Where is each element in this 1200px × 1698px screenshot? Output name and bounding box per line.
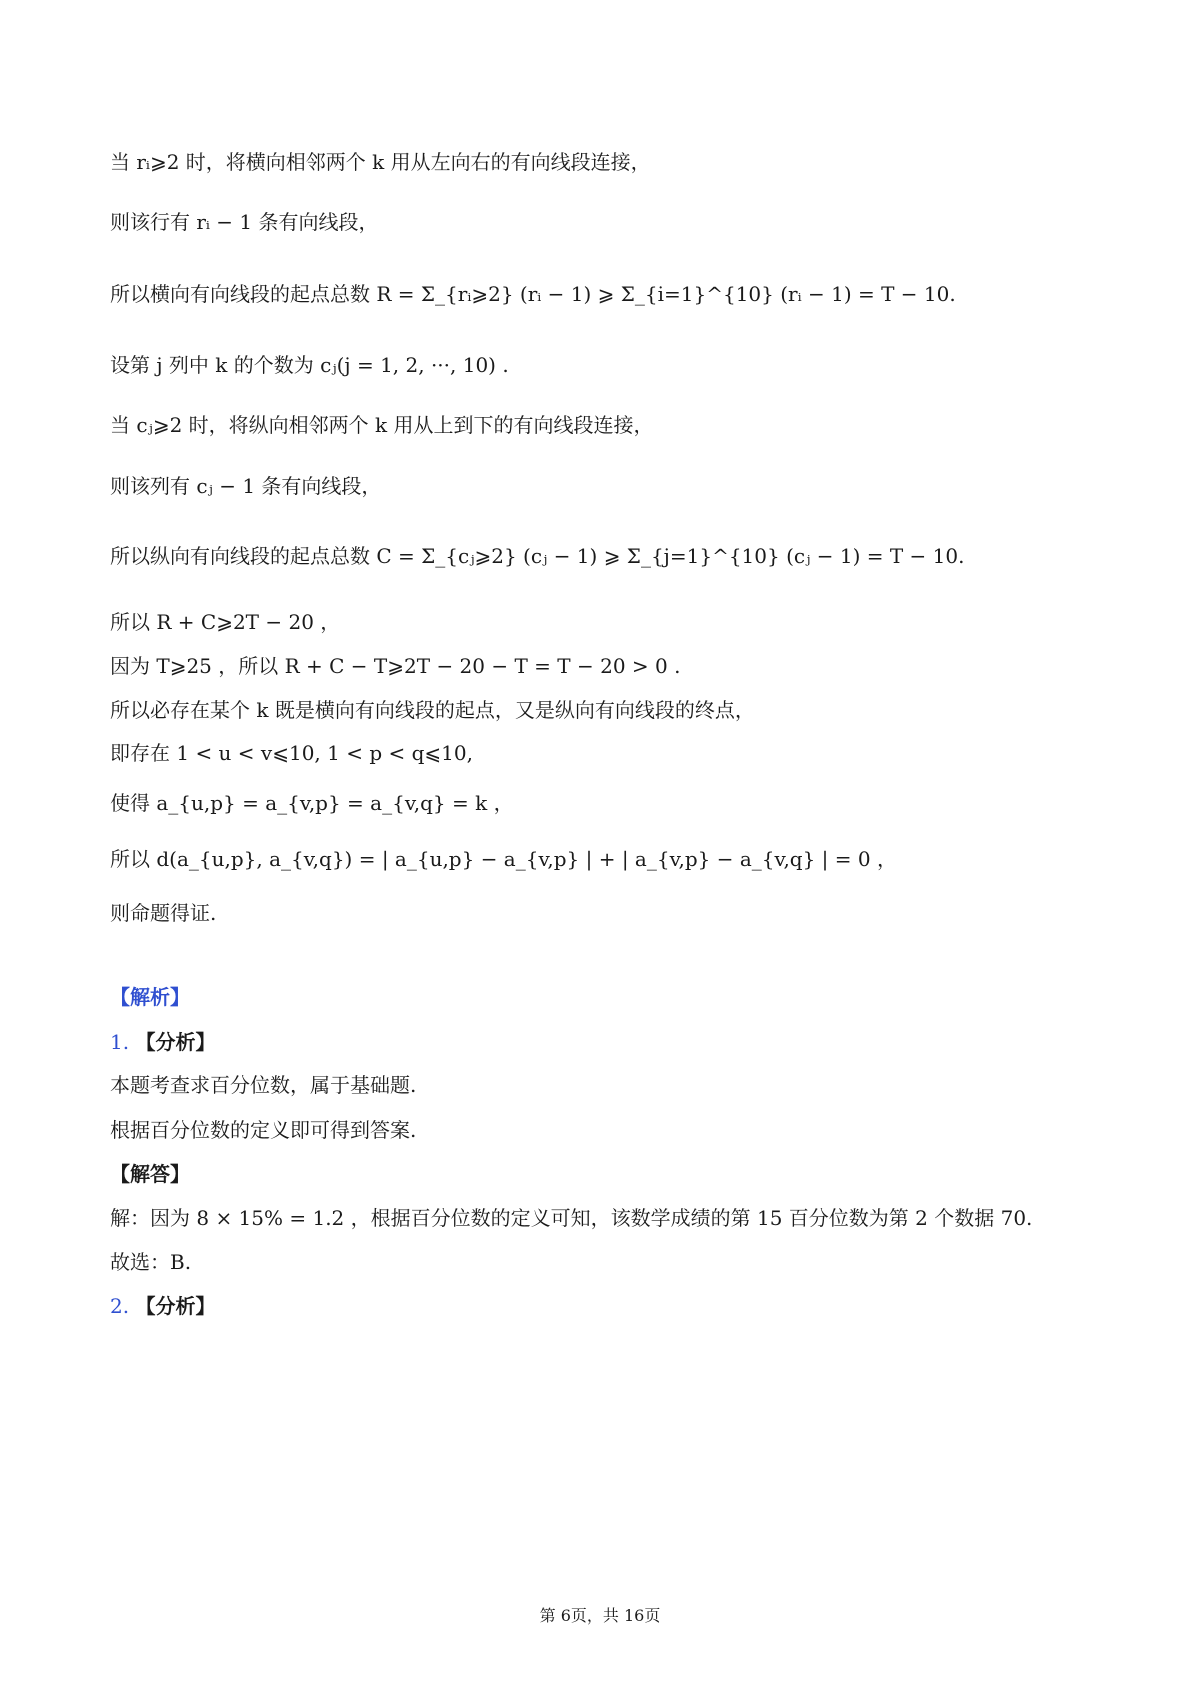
text-line: 所以必存在某个 k 既是横向有向线段的起点，又是纵向有向线段的终点，: [110, 698, 755, 722]
text-line: 当 rᵢ⩾2 时，将横向相邻两个 k 用从左向右的有向线段连接，: [110, 150, 651, 174]
text-line: 则该行有 rᵢ − 1 条有向线段，: [110, 210, 379, 234]
item-number: 1.: [110, 1030, 130, 1054]
text-line: 本题考查求百分位数，属于基础题.: [110, 1073, 417, 1097]
text-line: 则该列有 cⱼ − 1 条有向线段，: [110, 474, 382, 498]
page-footer: 第 6页，共 16页: [539, 1606, 661, 1625]
numbered-heading: [110, 1296, 215, 1316]
text-line: 因为 T⩾25 ，所以 R + C − T⩾2T − 20 − T = T − 20 > 0 .: [110, 654, 681, 678]
text-line: 所以 R + C⩾2T − 20 ，: [110, 610, 341, 634]
text-line: 根据百分位数的定义即可得到答案.: [110, 1118, 417, 1142]
section-heading-jiexi: 【解析】: [110, 985, 190, 1009]
item-heading: 【分析】: [135, 1030, 216, 1054]
item-heading: 【分析】: [135, 1294, 216, 1318]
text-line: 故选：B.: [110, 1250, 192, 1274]
item-number: 2.: [110, 1294, 130, 1318]
numbered-heading: [110, 1032, 215, 1052]
formula-line: 所以纵向有向线段的起点总数 C = Σ_{cⱼ⩾2} (cⱼ − 1) ⩾ Σ_{j=1}^{10} (cⱼ − 1) = T − 10.: [110, 544, 965, 568]
text-line: 当 cⱼ⩾2 时，将纵向相邻两个 k 用从上到下的有向线段连接，: [110, 413, 654, 437]
formula-line: 所以 d(a_{u,p}, a_{v,q}) = | a_{u,p} − a_{v,p} | + | a_{v,p} − a_{v,q} | = 0 ，: [110, 847, 897, 871]
text-line: 使得 a_{u,p} = a_{v,p} = a_{v,q} = k ，: [110, 791, 514, 815]
answer-heading: 【解答】: [110, 1162, 190, 1186]
text-line: 则命题得证.: [110, 901, 217, 925]
text-line: 即存在 1 < u < v⩽10, 1 < p < q⩽10,: [110, 741, 473, 765]
formula-line: 所以横向有向线段的起点总数 R = Σ_{rᵢ⩾2} (rᵢ − 1) ⩾ Σ_{i=1}^{10} (rᵢ − 1) = T − 10.: [110, 282, 956, 306]
text-line: 解：因为 8 × 15% = 1.2 ，根据百分位数的定义可知，该数学成绩的第 15 百分位数为第 2 个数据 70.: [110, 1206, 1033, 1230]
text-line: 设第 j 列中 k 的个数为 cⱼ(j = 1, 2, ···, 10) .: [110, 353, 509, 377]
